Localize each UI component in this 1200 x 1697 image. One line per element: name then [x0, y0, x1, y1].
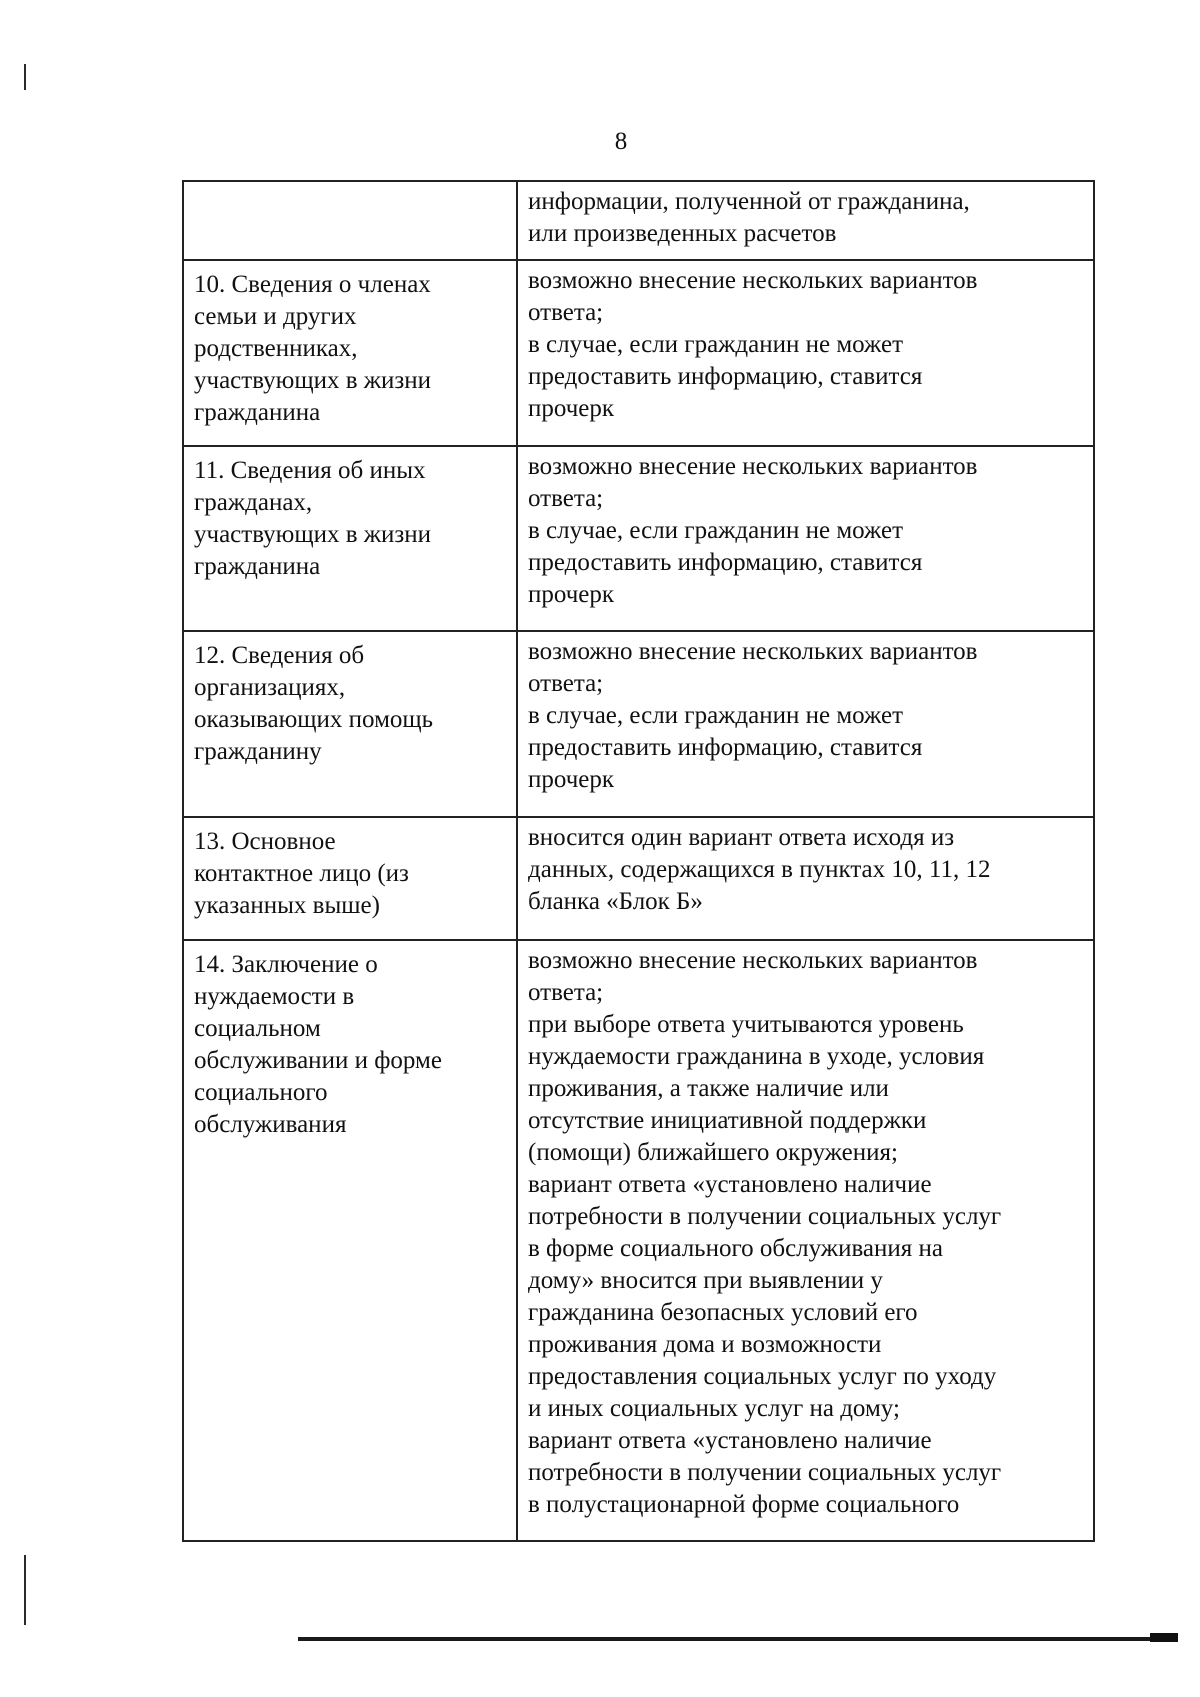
- table-row: [183, 181, 1094, 260]
- fill-rule-cell: [517, 631, 1094, 817]
- field-name-cell: [183, 260, 517, 446]
- field-name-line: 13. Основное: [194, 828, 336, 855]
- fill-rule-line: предоставить информацию, ставится: [528, 734, 923, 761]
- fill-rule-line: вносится один вариант ответа исходя из: [528, 824, 955, 851]
- field-name-cell: [183, 817, 517, 940]
- fill-rule-line: дому» вносится при выявлении у: [528, 1267, 883, 1294]
- field-name-cell: [183, 631, 517, 817]
- field-name-line: оказывающих помощь: [194, 706, 434, 733]
- fill-rule-line: в форме социального обслуживания на: [528, 1235, 944, 1262]
- fill-rule-line: или произведенных расчетов: [528, 220, 837, 247]
- fill-rule-line: потребности в получении социальных услуг: [528, 1203, 1002, 1230]
- fill-rule-line: возможно внесение нескольких вариантов: [528, 267, 978, 294]
- fill-rule-line: нуждаемости гражданина в уходе, условия: [528, 1043, 985, 1070]
- fill-rule-line: прочерк: [528, 581, 615, 608]
- fill-rule-line: ответа;: [528, 299, 604, 326]
- field-name-cell: [183, 446, 517, 631]
- scan-margin-mark: [24, 1555, 26, 1625]
- page-number: 8: [614, 128, 628, 155]
- field-name-cell: [183, 181, 517, 260]
- table-row: [183, 940, 1094, 1541]
- field-name-line: организациях,: [194, 674, 346, 701]
- table-row: [183, 260, 1094, 446]
- field-name-line: участвующих в жизни: [194, 367, 432, 394]
- field-name-cell: [183, 940, 517, 1541]
- fill-rule-line: прочерк: [528, 395, 615, 422]
- field-name-line: участвующих в жизни: [194, 521, 432, 548]
- field-name-line: 11. Сведения об иных: [194, 457, 426, 484]
- fill-rule-line: прочерк: [528, 766, 615, 793]
- field-name-line: семьи и других: [194, 303, 357, 330]
- field-name-line: указанных выше): [194, 892, 380, 919]
- fill-rule-line: ответа;: [528, 979, 604, 1006]
- field-name-line: обслуживании и форме: [194, 1047, 442, 1074]
- fill-rule-line: гражданина безопасных условий его: [528, 1299, 918, 1326]
- fill-rule-line: возможно внесение нескольких вариантов: [528, 638, 978, 665]
- fill-rule-line: предоставить информацию, ставится: [528, 363, 923, 390]
- fill-rule-line: вариант ответа «установлено наличие: [528, 1171, 932, 1198]
- fill-rule-line: ответа;: [528, 670, 604, 697]
- fill-rule-line: ответа;: [528, 485, 604, 512]
- instruction-table: [182, 180, 1095, 1542]
- field-name-line: 10. Сведения о членах: [194, 271, 431, 298]
- field-name-line: гражданах,: [194, 489, 313, 516]
- fill-rule-line: возможно внесение нескольких вариантов: [528, 947, 978, 974]
- fill-rule-line: проживания дома и возможности: [528, 1331, 882, 1358]
- fill-rule-cell: [517, 446, 1094, 631]
- field-name-line: гражданину: [194, 738, 322, 765]
- fill-rule-line: бланка «Блок Б»: [528, 888, 703, 915]
- bottom-rule-end: [1150, 1633, 1178, 1642]
- fill-rule-cell: [517, 817, 1094, 940]
- field-name-line: контактное лицо (из: [194, 860, 409, 887]
- fill-rule-line: возможно внесение нескольких вариантов: [528, 453, 978, 480]
- field-name-line: социальном: [194, 1015, 321, 1042]
- fill-rule-line: в случае, если гражданин не может: [528, 517, 904, 544]
- field-name-line: обслуживания: [194, 1111, 347, 1138]
- fill-rule-line: данных, содержащихся в пунктах 10, 11, 12: [528, 856, 991, 883]
- fill-rule-line: информации, полученной от гражданина,: [528, 188, 970, 215]
- fill-rule-line: проживания, а также наличие или: [528, 1075, 889, 1102]
- fill-rule-cell: [517, 940, 1094, 1541]
- table-body: [183, 181, 1094, 1541]
- fill-rule-line: в случае, если гражданин не может: [528, 331, 904, 358]
- field-name-line: гражданина: [194, 399, 321, 426]
- fill-rule-line: предоставить информацию, ставится: [528, 549, 923, 576]
- field-name-line: нуждаемости в: [194, 983, 355, 1010]
- fill-rule-line: и иных социальных услуг на дому;: [528, 1395, 900, 1422]
- field-name-line: социального: [194, 1079, 328, 1106]
- field-name-line: 12. Сведения об: [194, 642, 365, 669]
- fill-rule-line: отсутствие инициативной поддержки: [528, 1107, 927, 1134]
- fill-rule-line: в случае, если гражданин не может: [528, 702, 904, 729]
- table-row: [183, 446, 1094, 631]
- fill-rule-line: потребности в получении социальных услуг: [528, 1459, 1002, 1486]
- bottom-rule: [298, 1637, 1178, 1641]
- scan-margin-mark: [24, 64, 26, 90]
- fill-rule-cell: [517, 260, 1094, 446]
- fill-rule-cell: [517, 181, 1094, 260]
- fill-rule-line: (помощи) ближайшего окружения;: [528, 1139, 898, 1166]
- field-name-line: родственниках,: [194, 335, 358, 362]
- fill-rule-line: при выборе ответа учитываются уровень: [528, 1011, 964, 1038]
- field-name-line: 14. Заключение о: [194, 951, 378, 978]
- fill-rule-line: в полустационарной форме социального: [528, 1491, 960, 1518]
- table-row: [183, 631, 1094, 817]
- field-name-line: гражданина: [194, 553, 321, 580]
- fill-rule-line: предоставления социальных услуг по уходу: [528, 1363, 997, 1390]
- fill-rule-line: вариант ответа «установлено наличие: [528, 1427, 932, 1454]
- table-row: [183, 817, 1094, 940]
